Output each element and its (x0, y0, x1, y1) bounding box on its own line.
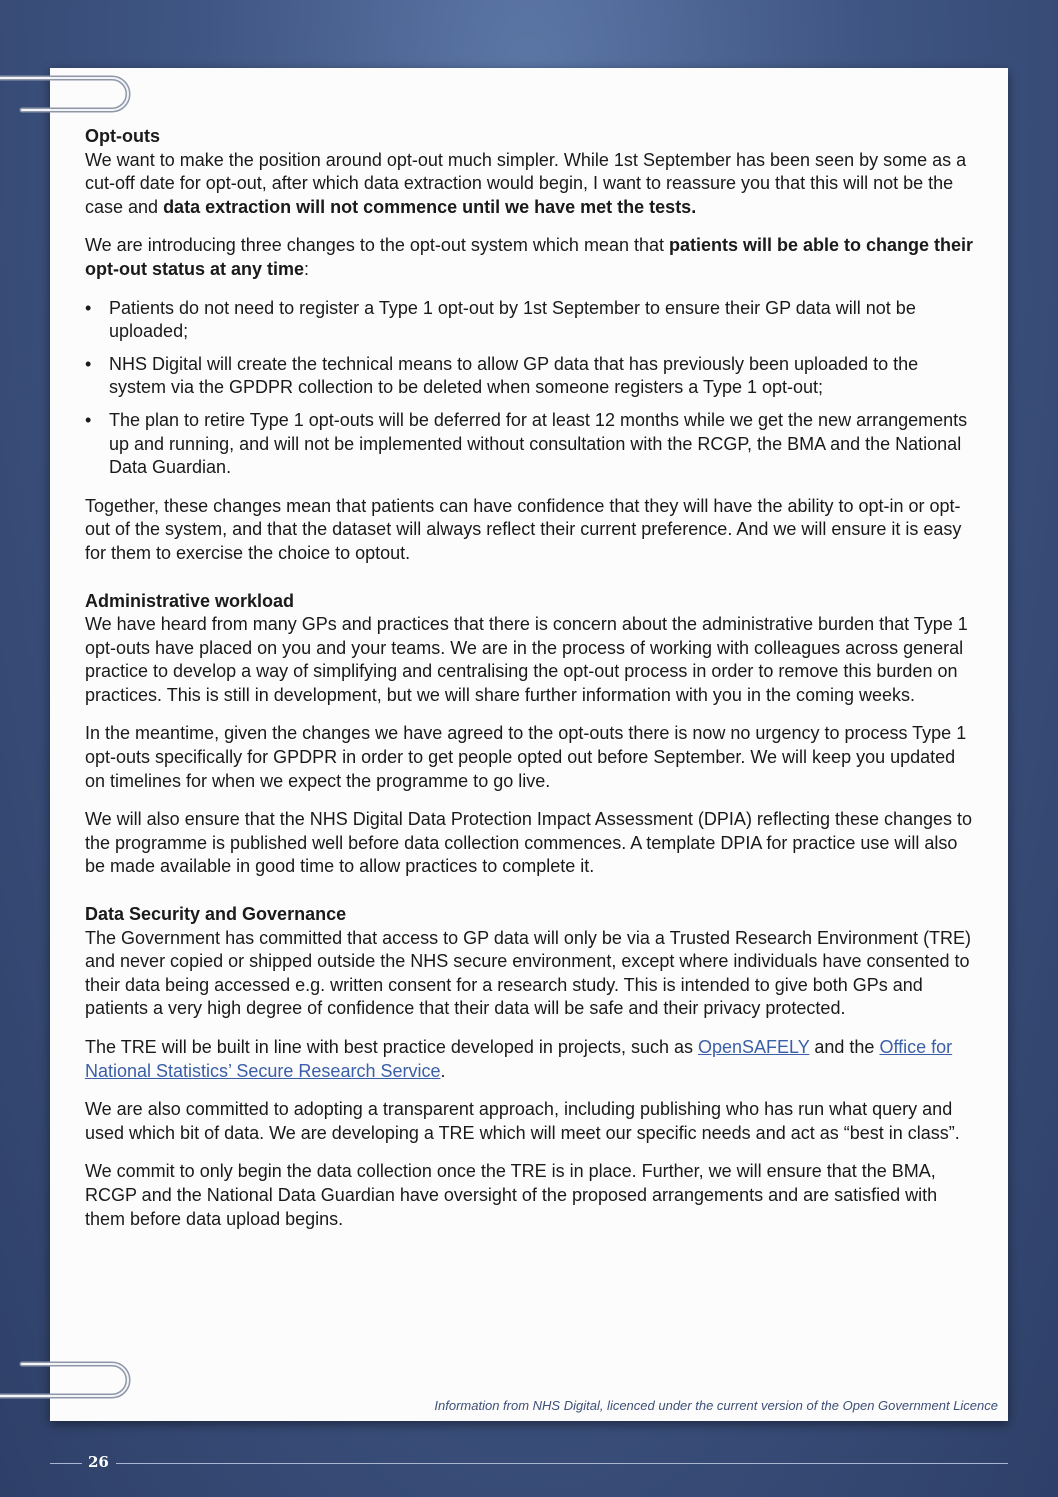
divider (50, 1463, 82, 1464)
paragraph: The TRE will be built in line with best practice developed in projects, such as OpenSAFELY and the Office for National Statistics’ Secure Research Service. (85, 1037, 953, 1081)
paragraph: We have heard from many GPs and practices that there is concern about the administrative burden that Type 1 opt-outs have placed on you and your teams. We are in the process of working with colleagues across general practice to develop a way of simplifying and centralising the opt-out process in order to remove this burden on practices. This is still in development, but we will share further information with you in the coming weeks. (85, 614, 968, 705)
section-heading-data-security: Data Security and Governance (85, 904, 347, 925)
bullet-list (85, 297, 980, 480)
paragraph: We commit to only begin the data collection once the TRE is in place. Further, we will ensure that the BMA, RCGP and the National Data Guardian have oversight of the proposed arrangements and are satisfied with them before data upload begins. (85, 1161, 938, 1229)
paragraph: In the meantime, given the changes we have agreed to the opt-outs there is now no urgency to process Type 1 opt-outs specifically for GPDPR in order to get people opted out before September. We will keep you updated on timelines for when we expect the programme to go live. (85, 723, 967, 791)
paragraph: We are introducing three changes to the opt-out system which mean that patients will be able to change their opt-out status at any time: (85, 235, 974, 279)
paragraph: We are also committed to adopting a transparent approach, including publishing who has run what query and used which bit of data. We are developing a TRE which will meet our specific needs and act as “best in class”. (85, 1099, 960, 1143)
document-content (85, 125, 980, 1246)
list-item: • The plan to retire Type 1 opt-outs will be deferred for at least 12 months while we get the new arrangements up and running, and will not be implemented without consultation with the RCGP, the BMA and the National Data Guardian. (85, 409, 980, 480)
paragraph: We want to make the position around opt-out much simpler. While 1st September has been seen by some as a cut-off date for opt-out, after which data extraction would begin, I want to reassure you that this will not be the case and data extraction will not commence until we have met the tests. (85, 149, 967, 217)
paragraph: The Government has committed that access to GP data will only be via a Trusted Research Environment (TRE) and never copied or shipped outside the NHS secure environment, except where individuals have consented to their data being accessed e.g. written consent for a research study. This is intended to give both GPs and patients a very high degree of confidence that their data will be safe and their privacy protected. (85, 927, 972, 1019)
ons-secure-research-service-link[interactable]: Office for National Statistics’ Secure Research Service (85, 1037, 953, 1081)
paragraph: We will also ensure that the NHS Digital Data Protection Impact Assessment (DPIA) reflecting these changes to the programme is published well before data collection commences. A template DPIA for practice use will also be made available in good time to allow practices to complete it. (85, 809, 973, 877)
list-item: • Patients do not need to register a Type 1 opt-out by 1st September to ensure their GP data will not be uploaded; (85, 297, 980, 344)
list-item: • NHS Digital will create the technical means to allow GP data that has previously been uploaded to the system via the GPDPR collection to be deleted when someone registers a Type 1 opt-out; (85, 353, 980, 400)
page-number: 26 (88, 1453, 109, 1471)
section-heading-administrative-workload: Administrative workload (85, 590, 295, 611)
page-number-bar (50, 1453, 1008, 1473)
divider (116, 1463, 1008, 1464)
paper-clip-icon (0, 70, 140, 120)
paragraph: Together, these changes mean that patients can have confidence that they will have the ability to opt-in or opt-out of the system, and that the dataset will always reflect their current preference. And we will ensure it is easy for them to exercise the choice to optout. (85, 495, 962, 563)
paper-clip-icon (0, 1358, 140, 1408)
licence-note: Information from NHS Digital, licenced under the current version of the Open Government Licence (434, 1398, 998, 1413)
section-heading-opt-outs: Opt-outs (85, 126, 160, 146)
opensafely-link[interactable]: OpenSAFELY (697, 1037, 810, 1057)
